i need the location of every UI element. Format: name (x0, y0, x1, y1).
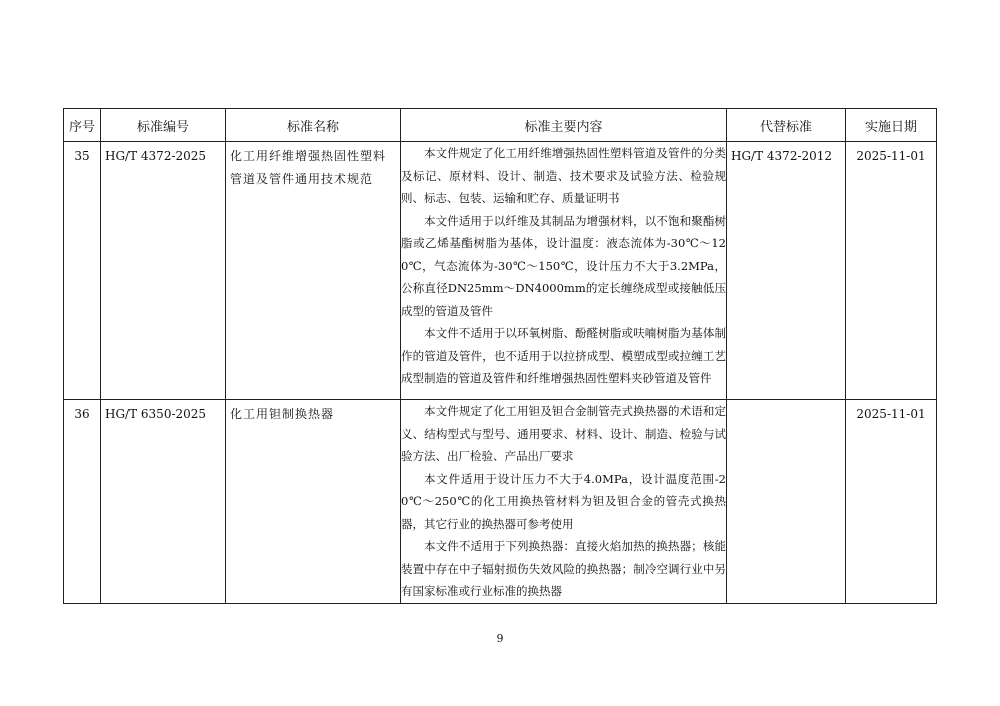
standard-name-cell (226, 400, 401, 604)
header-code: 标准编号 (101, 109, 226, 142)
date-cell (846, 142, 937, 400)
content-paragraph: 本文件规定了化工用钽及钽合金制管壳式换热器的术语和定义、结构型式与型号、通用要求、材料、设计、制造、检验与试验方法、出厂检验、产品出厂要求 (401, 404, 726, 463)
content-paragraph: 本文件适用于设计压力不大于4.0MPa，设计温度范围-20℃～250℃的化工用换热管材料为钽及钽合金的管壳式换热器，其它行业的换热器可参考使用 (401, 471, 726, 531)
standard-content-cell (401, 400, 727, 604)
effective-date: 2025-11-01 (856, 407, 926, 421)
content-paragraph: 本文件适用于以纤维及其制品为增强材料，以不饱和聚酯树脂或乙烯基酯树脂为基体，设计温度：液态流体为-30℃～120℃，气态流体为-30℃～150℃，设计压力不大于3.2MPa，公称直径DN25mm～DN4000mm的定长缠绕成型或接触低压成型的管道及管件 (401, 213, 726, 318)
standard-code: HG/T 6350-2025 (105, 407, 207, 421)
content-paragraph: 本文件规定了化工用纤维增强热固性塑料管道及管件的分类及标记、原材料、设计、制造、技术要求及试验方法、检验规则、标志、包装、运输和贮存、质量证明书 (401, 146, 726, 205)
header-replaces: 代替标准 (727, 109, 846, 142)
replaces-standard: HG/T 4372-2012 (731, 149, 833, 163)
standard-name: 化工用纤维增强热固性塑料管道及管件通用技术规范 (230, 149, 387, 186)
content-paragraph: 本文件不适用于下列换热器：直接火焰加热的换热器；核能装置中存在中子辐射损伤失效风险的换热器；制冷空调行业中另有国家标准或行业标准的换热器 (401, 539, 726, 598)
row-index-cell (64, 142, 101, 400)
standard-name: 化工用钽制换热器 (230, 407, 335, 421)
replaces-cell (727, 400, 846, 604)
header-content: 标准主要内容 (401, 109, 727, 142)
table-header-row (64, 109, 937, 142)
row-index: 36 (74, 407, 90, 421)
date-cell (846, 400, 937, 604)
table-row (64, 142, 937, 400)
table-row (64, 400, 937, 604)
standard-code-cell (101, 400, 226, 604)
replaces-standard (727, 400, 845, 403)
standards-table (63, 108, 937, 604)
replaces-cell (727, 142, 846, 400)
effective-date: 2025-11-01 (856, 149, 926, 163)
standard-content-cell (401, 142, 727, 400)
row-index: 35 (74, 149, 90, 163)
standard-name-cell (226, 142, 401, 400)
header-name: 标准名称 (226, 109, 401, 142)
content-paragraph: 本文件不适用于以环氧树脂、酚醛树脂或呋喃树脂为基体制作的管道及管件，也不适用于以拉挤成型、模塑成型或拉缠工艺成型制造的管道及管件和纤维增强热固性塑料夹砂管道及管件 (401, 326, 726, 385)
header-index: 序号 (64, 109, 101, 142)
row-index-cell (64, 400, 101, 604)
header-date: 实施日期 (846, 109, 937, 142)
standard-code-cell (101, 142, 226, 400)
standard-code: HG/T 4372-2025 (105, 149, 207, 163)
page-number: 9 (496, 632, 504, 645)
